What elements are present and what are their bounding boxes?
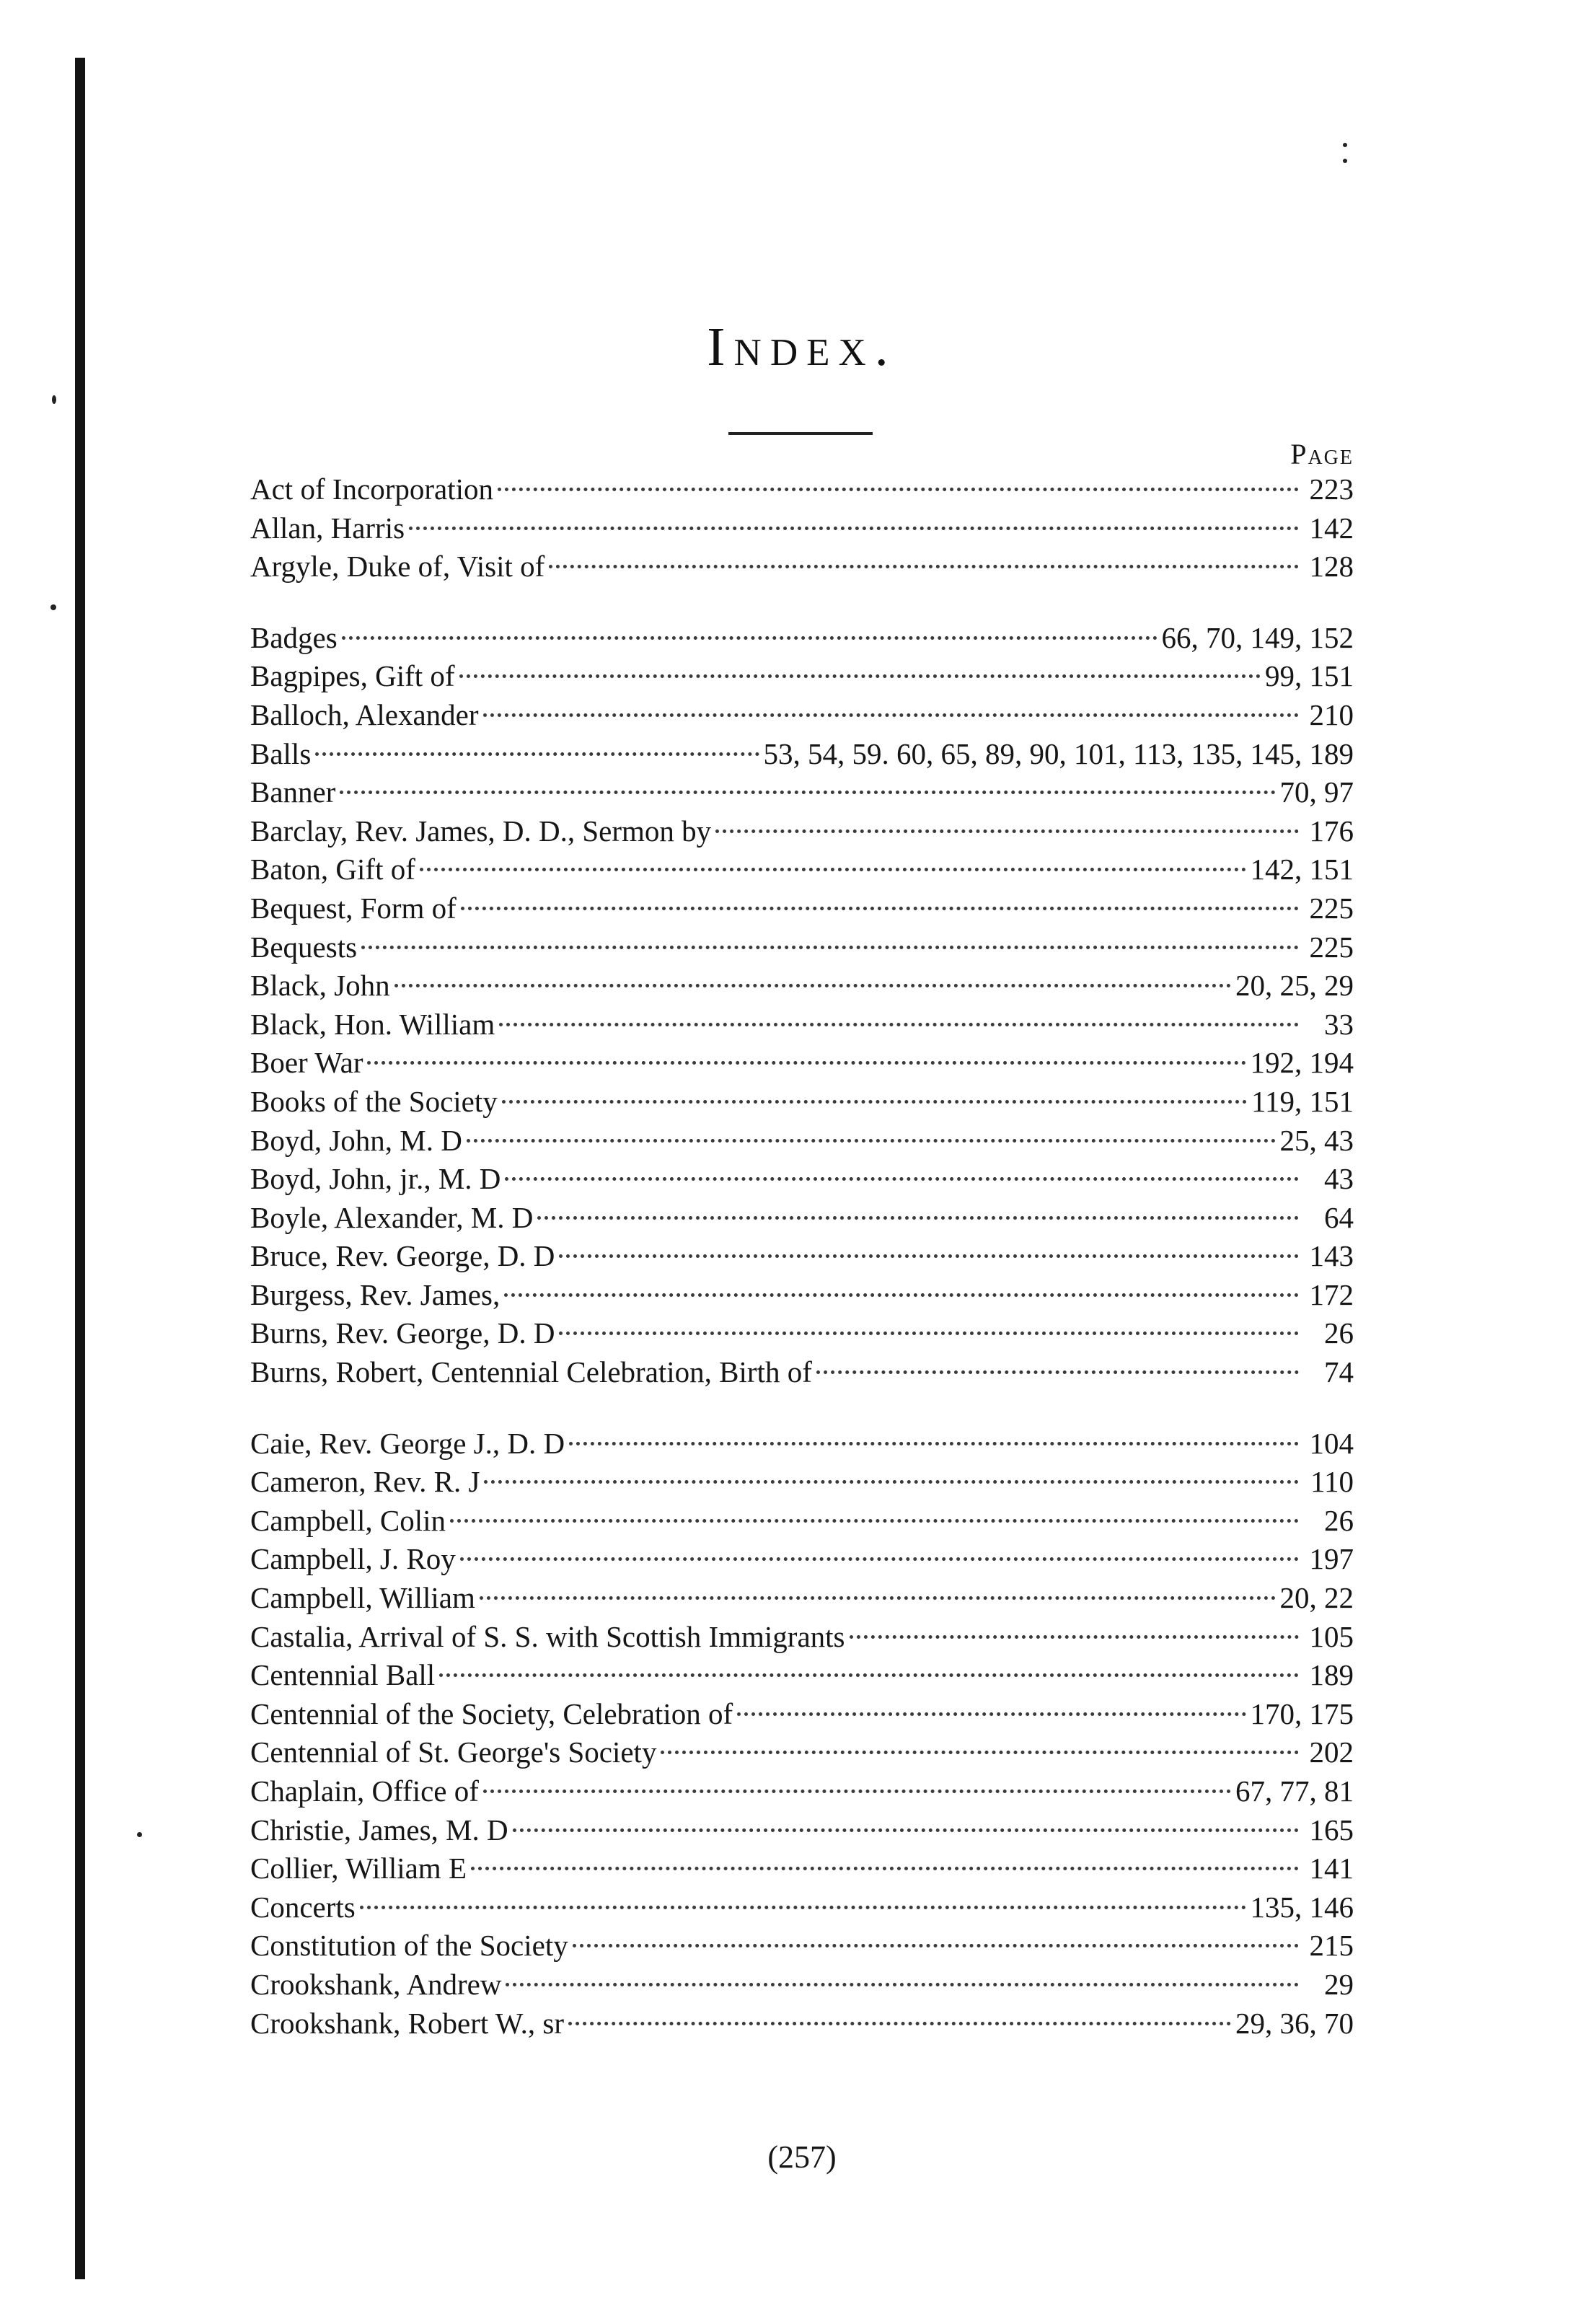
entry-pages: 202 [1309,1735,1354,1769]
index-entry [250,773,1354,812]
dot-leader [816,1370,1299,1374]
dot-leader [573,1944,1299,1947]
entry-pages: 29 [1324,1967,1354,2001]
entry-pages: 141 [1309,1852,1354,1885]
entry-name: Bequests [250,930,358,964]
dot-leader [367,1061,1246,1065]
index-entry [250,812,1354,851]
index-entry [250,1695,1354,1734]
dot-leader [502,1100,1247,1104]
entry-name: Allan, Harris [250,511,405,545]
dot-leader [420,868,1246,871]
dot-leader [661,1751,1299,1754]
index-entry [250,1044,1354,1083]
entry-pages: 215 [1309,1929,1354,1963]
entry-name: Campbell, Colin [250,1503,446,1537]
index-entry [250,1849,1354,1888]
index-entry [250,509,1354,548]
dot-leader [513,1828,1299,1832]
dot-leader [483,1790,1231,1793]
index-entry [250,696,1354,735]
entry-pages: 43 [1324,1162,1354,1196]
index-entry [250,1618,1354,1657]
entry-pages: 64 [1324,1200,1354,1234]
dot-leader [439,1673,1299,1677]
entry-pages: 143 [1309,1239,1354,1273]
entry-pages: 99, 151 [1265,659,1354,693]
entry-name: Campbell, William [250,1581,475,1615]
entry-name: Balloch, Alexander [250,697,479,731]
index-entry [250,1005,1354,1044]
index-entry [250,889,1354,928]
entry-pages: 192, 194 [1250,1046,1354,1080]
entry-pages: 33 [1324,1007,1354,1041]
title-rule [728,432,873,435]
dot-leader [467,1139,1276,1143]
entry-name: Centennial Ball [250,1658,436,1692]
entry-pages: 119, 151 [1251,1084,1354,1118]
entry-name: Bagpipes, Gift of [250,659,455,693]
entry-name: Castalia, Arrival of S. S. with Scottish Immigrants [250,1619,845,1653]
dot-leader [360,1906,1246,1909]
entry-pages: 210 [1309,697,1354,731]
entry-name: Christie, James, M. D [250,1813,508,1847]
entry-pages: 105 [1309,1619,1354,1653]
entry-pages: 20, 22 [1279,1581,1354,1615]
entry-name: Campbell, J. Roy [250,1542,456,1576]
index-entry [250,1276,1354,1315]
entry-pages: 128 [1309,550,1354,584]
entry-pages: 197 [1309,1542,1354,1576]
index-entry [250,547,1354,586]
entry-pages: 29, 36, 70 [1235,2006,1354,2040]
dot-leader [559,1254,1299,1258]
dot-leader [460,1557,1299,1561]
entry-name: Act of Incorporation [250,472,493,506]
dot-leader [850,1635,1299,1639]
index-entry [250,928,1354,967]
entry-pages: 142, 151 [1250,853,1354,886]
index-entry [250,1656,1354,1695]
index-entry [250,1237,1354,1276]
entry-pages: 225 [1309,930,1354,964]
spine-mark [1343,159,1347,163]
dot-leader [340,791,1275,794]
index-entry [250,1502,1354,1541]
entry-name: Books of the Society [250,1084,498,1118]
index-entry [250,1083,1354,1122]
dot-leader [480,1596,1276,1600]
entry-pages: 26 [1324,1503,1354,1537]
entry-name: Concerts [250,1890,356,1924]
index-entry [250,1927,1354,1966]
entry-name: Burns, Robert, Centennial Celebration, Birth of [250,1355,812,1389]
dot-leader [409,527,1299,530]
index-entry [250,1122,1354,1161]
index-entry [250,470,1354,509]
entry-name: Crookshank, Andrew [250,1967,502,2001]
entry-name: Burns, Rev. George, D. D [250,1316,555,1350]
dot-leader [461,907,1299,910]
entry-name: Burgess, Rev. James, [250,1277,501,1311]
entry-name: Constitution of the Society [250,1929,568,1963]
page-number: (257) [767,2139,837,2175]
index-entry [250,1199,1354,1238]
spine-mark [50,604,56,610]
index-entry [250,1353,1354,1392]
dot-leader [559,1332,1299,1335]
entry-name: Bruce, Rev. George, D. D [250,1239,555,1273]
index-entry [250,1811,1354,1850]
index-entry [250,1314,1354,1353]
dot-leader [394,984,1231,987]
dot-leader [537,1216,1299,1220]
index-entry [250,1966,1354,2004]
dot-leader [483,713,1299,717]
entry-name: Baton, Gift of [250,853,415,886]
dot-leader [568,2022,1231,2025]
dot-leader [315,752,759,756]
dot-leader [499,1023,1299,1026]
entry-name: Balls [250,736,312,770]
page-column-heading: Page [1290,438,1354,470]
entry-pages: 74 [1324,1355,1354,1389]
dot-leader [569,1442,1299,1445]
entry-pages: 66, 70, 149, 152 [1161,620,1354,654]
entry-name: Barclay, Rev. James, D. D., Sermon by [250,814,712,848]
dot-leader [737,1712,1246,1716]
entry-name: Boyle, Alexander, M. D [250,1200,534,1234]
entry-name: Boyd, John, M. D [250,1123,462,1157]
index-title: Index. [707,317,897,377]
dot-leader [715,829,1299,833]
dot-leader [459,674,1261,678]
entry-pages: 20, 25, 29 [1235,969,1354,1003]
entry-pages: 26 [1324,1316,1354,1350]
entry-name: Banner [250,775,336,809]
index-entry [250,1579,1354,1618]
spine-mark [52,395,56,404]
entry-pages: 170, 175 [1250,1696,1354,1730]
index-entry [250,619,1354,658]
entry-pages: 142 [1309,511,1354,545]
entry-name: Centennial of St. George's Society [250,1735,657,1769]
index-entry [250,1425,1354,1463]
index-entry [250,735,1354,774]
entry-pages: 104 [1309,1426,1354,1460]
entry-pages: 25, 43 [1279,1123,1354,1157]
entry-pages: 176 [1309,814,1354,848]
entry-name: Black, Hon. William [250,1007,495,1041]
entry-pages: 70, 97 [1279,775,1354,809]
dot-leader [484,1480,1299,1484]
index-entry [250,1540,1354,1579]
entry-name: Boyd, John, jr., M. D [250,1162,501,1196]
index-entries [250,470,1354,2043]
index-entry [250,1463,1354,1502]
entry-pages: 135, 146 [1250,1890,1354,1924]
dot-leader [450,1519,1299,1523]
entry-pages: 189 [1309,1658,1354,1692]
dot-leader [549,565,1299,568]
entry-pages: 53, 54, 59. 60, 65, 89, 90, 101, 113, 135, 145, 189 [763,736,1354,770]
index-entry [250,2004,1354,2043]
entry-name: Black, John [250,969,390,1003]
entry-name: Caie, Rev. George J., D. D [250,1426,565,1460]
dot-leader [504,1293,1299,1297]
entry-name: Crookshank, Robert W., sr [250,2006,565,2040]
entry-pages: 172 [1309,1277,1354,1311]
index-entry [250,1772,1354,1811]
entry-name: Centennial of the Society, Celebration of [250,1696,733,1730]
entry-name: Argyle, Duke of, Visit of [250,550,545,584]
entry-name: Collier, William E [250,1852,467,1885]
dot-leader [506,1983,1299,1986]
index-entry [250,850,1354,889]
index-entry [250,657,1354,696]
dot-leader [361,946,1299,949]
spine-mark [1343,143,1347,147]
dot-leader [498,488,1299,491]
dot-leader [342,636,1158,640]
spine-mark [137,1832,142,1837]
index-entry [250,1888,1354,1927]
entry-name: Badges [250,620,338,654]
dot-leader [505,1177,1299,1181]
entry-name: Chaplain, Office of [250,1774,479,1808]
entry-name: Boer War [250,1046,363,1080]
entry-pages: 165 [1309,1813,1354,1847]
entry-pages: 223 [1309,472,1354,506]
entry-pages: 225 [1309,891,1354,925]
dot-leader [471,1867,1299,1870]
index-entry [250,1160,1354,1199]
binding-edge [75,58,85,2279]
entry-name: Cameron, Rev. R. J [250,1465,480,1499]
entry-pages: 67, 77, 81 [1235,1774,1354,1808]
entry-name: Bequest, Form of [250,891,457,925]
entry-pages: 110 [1310,1465,1354,1499]
index-entry [250,967,1354,1005]
index-entry [250,1733,1354,1772]
